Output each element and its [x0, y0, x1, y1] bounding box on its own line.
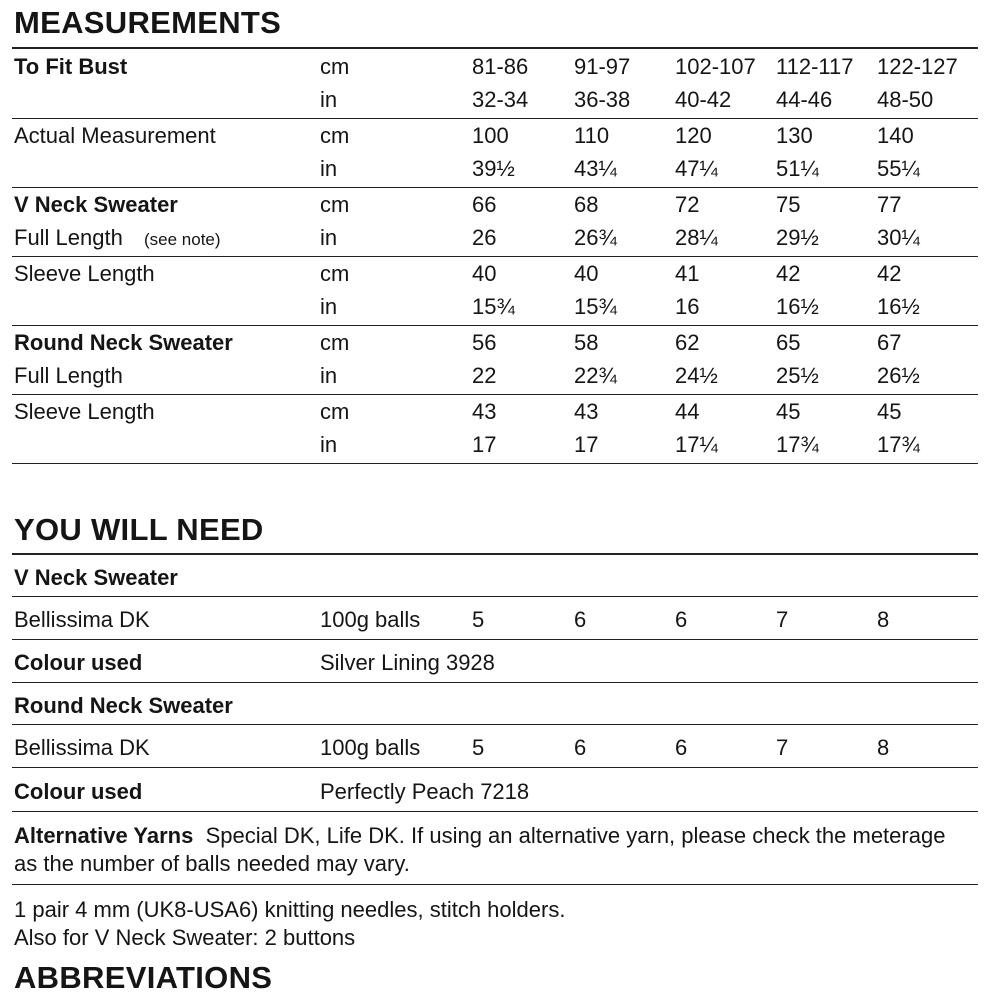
- measurement-unit: in: [320, 156, 338, 181]
- measurement-unit: in: [320, 87, 338, 112]
- divider: [12, 724, 978, 725]
- round-neck-balls-2: 6: [574, 735, 587, 760]
- measurement-value: 16½: [877, 294, 920, 319]
- measurement-value: 67: [877, 330, 902, 355]
- divider: [12, 639, 978, 640]
- round-neck-colour-label: Colour used: [14, 779, 143, 804]
- measurement-unit: cm: [320, 330, 350, 355]
- measurement-unit: in: [320, 294, 338, 319]
- measurement-value: 112-117: [776, 54, 854, 79]
- measurement-row-label: To Fit Bust: [14, 54, 128, 79]
- measurement-value: 26½: [877, 363, 920, 388]
- measurement-row-label: V Neck Sweater: [14, 192, 178, 217]
- round-neck-title: Round Neck Sweater: [14, 693, 233, 718]
- measurement-value: 45: [877, 399, 902, 424]
- divider: [12, 767, 978, 768]
- measurement-value: 15¾: [574, 294, 617, 319]
- measurement-value: 41: [675, 261, 700, 286]
- measurement-unit: cm: [320, 399, 350, 424]
- measurement-value: 24½: [675, 363, 718, 388]
- measurement-value: 48-50: [877, 87, 934, 112]
- measurement-value: 43: [472, 399, 497, 424]
- measurement-value: 120: [675, 123, 712, 148]
- divider: [12, 884, 978, 885]
- abbreviations-heading: ABBREVIATIONS: [14, 960, 273, 995]
- measurement-value: 65: [776, 330, 801, 355]
- measurement-value: 140: [877, 123, 914, 148]
- v-neck-colour-label: Colour used: [14, 650, 143, 675]
- measurement-value: 68: [574, 192, 599, 217]
- measurement-value: 42: [776, 261, 801, 286]
- measurement-value: 16½: [776, 294, 819, 319]
- measurement-value: 16: [675, 294, 700, 319]
- round-neck-balls-4: 7: [776, 735, 789, 760]
- measurement-value: 100: [472, 123, 509, 148]
- measurement-value: 32-34: [472, 87, 529, 112]
- measurement-value: 17¾: [776, 432, 819, 457]
- measurement-row-label: Round Neck Sweater: [14, 330, 233, 355]
- divider: [12, 553, 978, 555]
- measurement-value: 40: [574, 261, 599, 286]
- measurement-value: 43¼: [574, 156, 617, 181]
- measurement-row-label: Actual Measurement: [14, 123, 216, 148]
- measurement-unit: cm: [320, 123, 350, 148]
- round-neck-balls-1: 5: [472, 735, 485, 760]
- divider: [12, 187, 978, 188]
- round-neck-balls-5: 8: [877, 735, 890, 760]
- v-neck-balls-2: 6: [574, 607, 587, 632]
- measurement-unit: cm: [320, 54, 350, 79]
- measurement-value: 55¼: [877, 156, 920, 181]
- measurement-value: 22¾: [574, 363, 617, 388]
- divider: [12, 394, 978, 395]
- v-neck-balls-5: 8: [877, 607, 890, 632]
- measurement-value: 39½: [472, 156, 515, 181]
- alternative-yarns-paragraph: [14, 822, 974, 878]
- v-neck-yarn-unit: 100g balls: [320, 607, 421, 632]
- measurement-value: 40-42: [675, 87, 732, 112]
- round-neck-yarn-unit: 100g balls: [320, 735, 421, 760]
- measurement-unit: in: [320, 225, 338, 250]
- measurement-unit: in: [320, 363, 338, 388]
- measurement-value: 45: [776, 399, 801, 424]
- measurement-value: 22: [472, 363, 497, 388]
- measurements-heading: MEASUREMENTS: [14, 5, 282, 40]
- measurement-value: 42: [877, 261, 902, 286]
- measurement-value: 26: [472, 225, 497, 250]
- measurement-value: 122-127: [877, 54, 958, 79]
- measurement-value: 44-46: [776, 87, 833, 112]
- measurement-row-label: Full Length: [14, 225, 123, 250]
- measurement-row-label: Sleeve Length: [14, 261, 155, 286]
- measurement-value: 36-38: [574, 87, 631, 112]
- measurement-value: 58: [574, 330, 599, 355]
- measurement-value: 75: [776, 192, 801, 217]
- measurement-value: 29½: [776, 225, 819, 250]
- divider: [12, 118, 978, 119]
- divider: [12, 47, 978, 49]
- measurement-value: 26¾: [574, 225, 617, 250]
- measurement-value: 62: [675, 330, 700, 355]
- divider: [12, 596, 978, 597]
- measurement-row-label: Full Length: [14, 363, 123, 388]
- measurement-value: 28¼: [675, 225, 718, 250]
- measurement-value: 17: [574, 432, 599, 457]
- measurement-value: 77: [877, 192, 902, 217]
- divider: [12, 256, 978, 257]
- measurement-value: 47¼: [675, 156, 718, 181]
- measurement-value: 17¾: [877, 432, 920, 457]
- alternative-yarns-text: Special DK, Life DK. If using an alternative yarn, please check the meterage as the number of balls needed may vary.: [14, 823, 946, 876]
- measurement-value: 81-86: [472, 54, 529, 79]
- v-neck-balls-4: 7: [776, 607, 789, 632]
- measurement-unit: cm: [320, 261, 350, 286]
- divider: [12, 682, 978, 683]
- measurement-value: 72: [675, 192, 700, 217]
- round-neck-balls-3: 6: [675, 735, 688, 760]
- v-neck-title: V Neck Sweater: [14, 565, 178, 590]
- divider: [12, 325, 978, 326]
- measurement-value: 102-107: [675, 54, 756, 79]
- divider: [12, 463, 978, 464]
- v-neck-yarn: Bellissima DK: [14, 607, 150, 632]
- needles-line-1: 1 pair 4 mm (UK8-USA6) knitting needles, stitch holders.: [14, 897, 566, 922]
- measurement-value: 43: [574, 399, 599, 424]
- v-neck-balls-3: 6: [675, 607, 688, 632]
- needles-line-2: Also for V Neck Sweater: 2 buttons: [14, 925, 356, 950]
- measurement-value: 17¼: [675, 432, 718, 457]
- measurement-value: 130: [776, 123, 813, 148]
- round-neck-colour: Perfectly Peach 7218: [320, 779, 530, 804]
- measurement-value: 44: [675, 399, 700, 424]
- measurement-value: 91-97: [574, 54, 631, 79]
- measurement-value: 56: [472, 330, 497, 355]
- divider: [12, 811, 978, 812]
- measurement-value: 17: [472, 432, 497, 457]
- measurement-value: 15¾: [472, 294, 515, 319]
- measurement-value: 30¼: [877, 225, 920, 250]
- v-neck-balls-1: 5: [472, 607, 485, 632]
- measurement-row-note: (see note): [144, 230, 221, 249]
- measurement-value: 40: [472, 261, 497, 286]
- you-will-need-heading: YOU WILL NEED: [14, 512, 264, 547]
- measurement-unit: in: [320, 432, 338, 457]
- v-neck-colour: Silver Lining 3928: [320, 650, 495, 675]
- measurement-value: 51¼: [776, 156, 819, 181]
- round-neck-yarn: Bellissima DK: [14, 735, 150, 760]
- measurement-unit: cm: [320, 192, 350, 217]
- measurement-value: 25½: [776, 363, 819, 388]
- measurement-value: 66: [472, 192, 497, 217]
- measurement-row-label: Sleeve Length: [14, 399, 155, 424]
- alternative-yarns-label: Alternative Yarns: [14, 823, 194, 848]
- measurement-value: 110: [574, 123, 610, 148]
